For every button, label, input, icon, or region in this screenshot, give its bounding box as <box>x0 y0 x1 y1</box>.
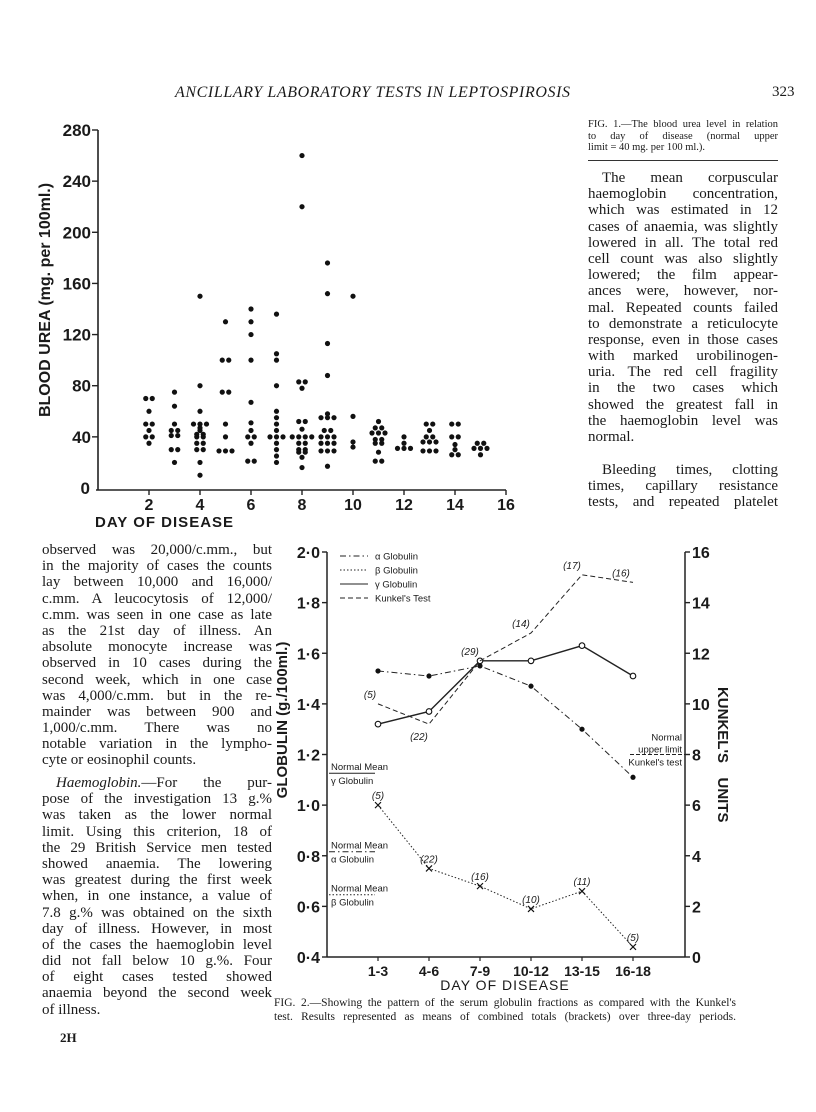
case-count-label: (29) <box>461 646 479 658</box>
text-line: the 29 British Service men tested <box>42 839 272 856</box>
x-tick-label: 2 <box>144 497 154 514</box>
text-line: c.mm. was seen in one case as late <box>42 606 272 623</box>
y-tick-label: 80 <box>72 376 91 396</box>
normal-mean-label: Normal Mean <box>331 840 389 852</box>
case-count-label: (10) <box>522 894 540 906</box>
gamma-globulin-point <box>528 658 534 664</box>
series-line-dashdot <box>378 666 633 777</box>
x-tick-label: 12 <box>395 497 413 514</box>
left-y-tick-label: 1·0 <box>296 798 320 816</box>
x-axis-title: DAY OF DISEASE <box>440 977 570 993</box>
text-line: as the 21st day of illness. An <box>42 622 272 639</box>
right-y-axis-title: KUNKEL'S <box>714 686 731 764</box>
text-line: response, even in those cases <box>588 331 778 348</box>
x-tick-label: 16 <box>497 497 515 514</box>
alpha-globulin-point <box>630 775 635 780</box>
text-line: Bleeding times, clotting <box>602 462 778 478</box>
text-line: FIG. 1.—The blood urea level in relation <box>588 119 778 130</box>
text-line: the haemoglobin level was <box>588 412 778 429</box>
x-tick-label: 4-6 <box>418 963 440 979</box>
text-line: with marked urobilinogen- <box>588 348 778 365</box>
x-axis-title: DAY OF DISEASE <box>95 514 235 531</box>
normal-mean-label: Normal Mean <box>331 883 389 895</box>
x-tick-label: 1-3 <box>367 963 389 979</box>
text-line: c.mm. A leucocytosis of 12,000/ <box>42 590 272 607</box>
case-count-label: (22) <box>410 732 428 744</box>
left-y-tick-label: 0·4 <box>296 950 320 967</box>
x-tick-label: 16-18 <box>615 963 651 979</box>
text-line: observed was 20,000/c.mm., but <box>42 542 272 558</box>
y-tick-label: 0 <box>80 479 90 498</box>
signature-mark: 2H <box>60 1030 77 1045</box>
text-line: ances were, however, nor- <box>588 283 778 300</box>
text-line: lowered; the film appear- <box>588 267 778 284</box>
text-line: limit. Using this criterion, 18 of <box>42 823 272 840</box>
text-line: was 4,000/c.mm. but in the re- <box>42 687 272 704</box>
text-line: mal. Repeated counts failed <box>588 299 778 316</box>
right-y-tick-label: 14 <box>692 595 710 613</box>
x-tick-label: 10-12 <box>513 963 549 979</box>
text-line: of the cases the haemoglobin level <box>42 936 272 953</box>
case-count-label: (16) <box>471 872 489 884</box>
gamma-globulin-point <box>375 721 381 727</box>
text-line: observed in 10 cases during the <box>42 655 272 672</box>
text-line: of eight cases tested showed <box>42 969 272 986</box>
text-line: limit = 40 mg. per 100 ml.). <box>588 142 706 153</box>
left-y-tick-label: 1·6 <box>296 646 320 664</box>
right-y-tick-label: 0 <box>692 950 701 967</box>
text-line: lay between 10,000 and 16,000/ <box>42 574 272 591</box>
text-line: which was estimated in 12 <box>588 202 778 219</box>
left-y-tick-label: 0·6 <box>296 899 320 917</box>
text-line: cases of anaemia, was slightly <box>588 218 778 235</box>
x-tick-label: 8 <box>297 497 307 514</box>
alpha-globulin-point <box>528 684 533 689</box>
beta-globulin-point <box>579 888 585 894</box>
text-line: uria. The red cell fragility <box>588 364 778 381</box>
right-y-tick-label: 6 <box>692 798 701 816</box>
kunkel-limit-label: Kunkel's test <box>628 757 682 769</box>
text-line: in the majority of cases the counts <box>42 558 272 575</box>
text-line: anaemia beyond the second week <box>42 985 272 1002</box>
x-tick-label: 13-15 <box>564 963 600 979</box>
beta-globulin-point <box>528 906 534 912</box>
left-y-tick-label: 1·4 <box>296 696 320 714</box>
right-y-tick-label: 4 <box>692 848 701 866</box>
legend-label: γ Globulin <box>375 579 418 591</box>
text-line: of illness. <box>42 1001 101 1018</box>
case-count-label: (14) <box>512 619 530 630</box>
text-line: tests, and repeated platelet <box>588 494 778 511</box>
right-y-axis-title: UNITS <box>714 777 731 823</box>
right-y-tick-label: 16 <box>692 545 710 562</box>
kunkel-limit-label: upper limit <box>638 744 682 756</box>
text-line: cell count was also slightly <box>588 250 778 267</box>
text-line: haemoglobin concentration, <box>588 186 778 203</box>
y-axis-title: BLOOD UREA (mg. per 100ml.) <box>37 182 54 418</box>
text-line: was greatest during the first week <box>42 872 272 889</box>
case-count-label: (11) <box>573 877 591 889</box>
gamma-globulin-point <box>579 643 585 649</box>
text-line: notable variation in the lympho- <box>42 736 272 753</box>
beta-globulin-point <box>426 865 432 871</box>
right-y-tick-label: 10 <box>692 696 710 714</box>
text-line: when, in one instance, a value of <box>42 888 272 905</box>
kunkel-limit-label: Normal <box>651 732 682 744</box>
right-y-tick-label: 8 <box>692 747 701 765</box>
normal-mean-fraction: α Globulin <box>331 854 374 866</box>
left-y-tick-label: 1·8 <box>296 595 320 613</box>
alpha-globulin-point <box>375 668 380 673</box>
text-line: cyte or eosinophil counts. <box>42 752 197 769</box>
case-count-label: (22) <box>420 854 438 866</box>
case-count-label: (5) <box>626 932 640 944</box>
legend-label: Kunkel's Test <box>375 593 431 605</box>
text-line: times, capillary resistance <box>588 478 778 495</box>
gamma-globulin-point <box>426 709 432 715</box>
alpha-globulin-point <box>579 727 584 732</box>
normal-mean-fraction: β Globulin <box>331 897 374 909</box>
y-tick-label: 120 <box>62 325 91 345</box>
text-line: day of illness. However, in most <box>42 920 272 937</box>
text-line: in the two cases which <box>588 380 778 397</box>
x-tick-label: 10 <box>344 497 362 514</box>
text-line: to day of disease (normal upper <box>588 130 778 142</box>
text-line: pose of the investigation 13 g.% <box>42 791 272 808</box>
text-line: The mean corpuscular <box>602 170 778 186</box>
section-heading: Haemoglobin. <box>56 775 142 791</box>
alpha-globulin-point <box>426 673 431 678</box>
right-y-tick-label: 12 <box>692 646 710 664</box>
beta-globulin-point <box>375 802 381 808</box>
text-line: —For the pur- <box>141 775 272 791</box>
left-y-tick-label: 0·8 <box>296 848 320 866</box>
beta-globulin-point <box>477 883 483 889</box>
text-line: did not fall below 10 g.%. Four <box>42 953 272 970</box>
series-line-solid <box>378 646 633 724</box>
right-y-tick-label: 2 <box>692 899 701 917</box>
gamma-globulin-point <box>630 673 636 679</box>
text-line: second week, which in one case <box>42 671 272 688</box>
text-line: normal. <box>588 429 635 445</box>
normal-mean-label: Normal Mean <box>331 762 389 774</box>
x-tick-label: 6 <box>246 497 256 514</box>
page-number: 323 <box>772 84 795 100</box>
case-count-label: (5) <box>371 791 385 803</box>
text-line: to demonstrate a reticulocyte <box>588 315 778 332</box>
text-line: 7.8 g.% was obtained on the sixth <box>42 904 272 921</box>
running-title: ANCILLARY LABORATORY TESTS IN LEPTOSPIROSIS <box>175 84 571 101</box>
y-tick-label: 160 <box>62 274 91 294</box>
case-count-label: (17) <box>563 560 581 572</box>
x-tick-label: 4 <box>195 497 205 514</box>
legend-label: α Globulin <box>375 551 418 563</box>
text-line: lowered in all. The total red <box>588 234 778 251</box>
left-y-axis-title: GLOBULIN (g./100ml.) <box>274 641 291 799</box>
y-tick-label: 40 <box>72 427 91 447</box>
text-line: 1,000/c.mm. There was no <box>42 720 272 737</box>
legend-label: β Globulin <box>375 565 418 577</box>
y-tick-label: 200 <box>62 223 91 243</box>
x-tick-label: 14 <box>446 497 464 514</box>
text-line: mainder was between 900 and <box>42 703 272 720</box>
text-line: test. Results represented as means of combined totals (brackets) over three-day periods. <box>274 1011 736 1023</box>
text-line: absolute monocyte increase was <box>42 639 272 656</box>
case-count-label: (5) <box>363 689 377 701</box>
x-tick-label: 7-9 <box>469 963 491 979</box>
text-line: showed the greatest fall in <box>588 396 778 413</box>
beta-globulin-point <box>630 944 636 950</box>
y-tick-label: 240 <box>62 172 91 192</box>
normal-mean-fraction: γ Globulin <box>331 776 374 788</box>
text-line: FIG. 2.—Showing the pattern of the serum globulin fractions as compared with the Kunkel's <box>274 997 736 1009</box>
left-y-tick-label: 2·0 <box>296 545 320 562</box>
text-line: showed anaemia. The lowering <box>42 855 272 872</box>
y-tick-label: 280 <box>62 121 91 140</box>
left-y-tick-label: 1·2 <box>296 747 320 765</box>
text-line: was taken as the lower normal <box>42 807 272 824</box>
series-line-dotted <box>378 805 633 947</box>
case-count-label: (16) <box>612 568 630 580</box>
